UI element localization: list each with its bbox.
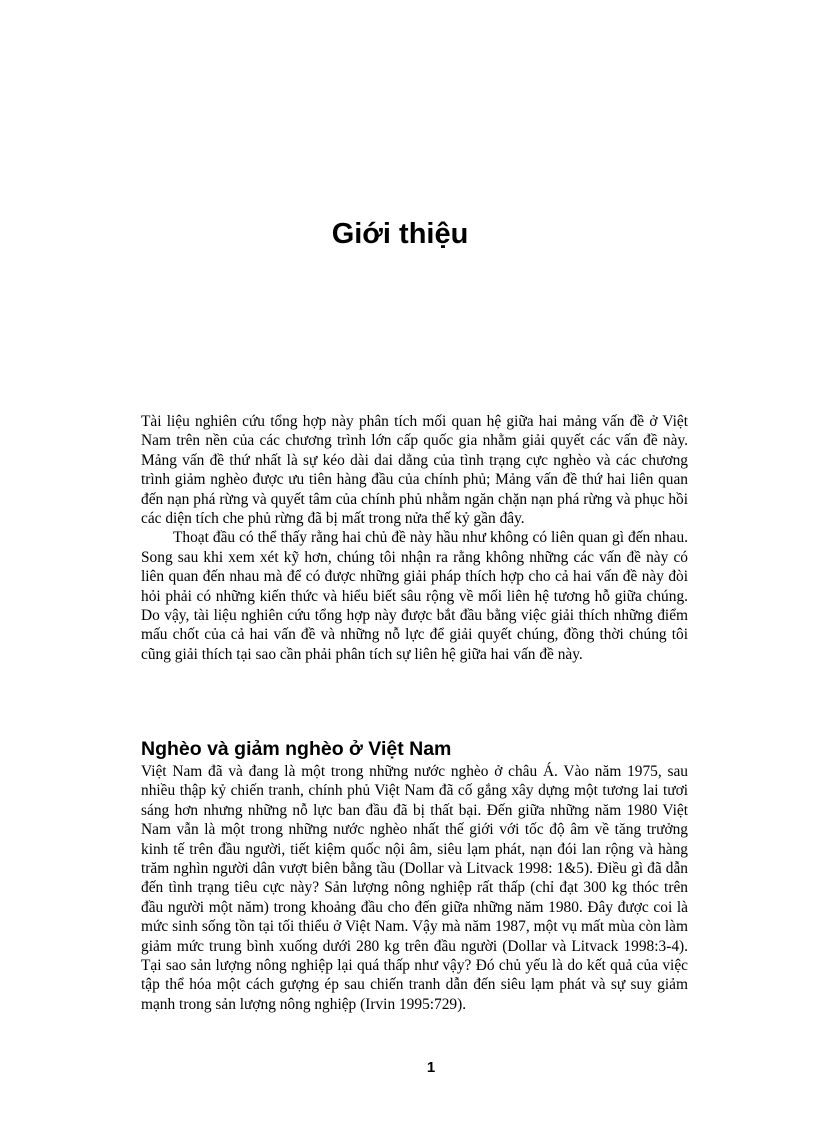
intro-paragraph: Thoạt đầu có thể thấy rằng hai chủ đề này hầu như không có liên quan gì đến nhau. Song sau khi xem xét kỹ hơn, chúng tôi nhận ra rằng không những các vấn đề này có liên quan đến nhau mà để có được những giải pháp thích hợp cho cả hai vấn đề này đòi hỏi phải có những kiến thức và hiểu biết sâu rộng về mối liên hệ tương hỗ giữa chúng. Do vậy, tài liệu nghiên cứu tổng hợp này được bắt đầu bằng việc giải thích những điểm mấu chốt của cả hai vấn đề và những nỗ lực để giải quyết chúng, đồng thời chúng tôi cũng giải thích tại sao cần phải phân tích sự liên hệ giữa hai vấn đề này. [141,529,688,663]
intro-paragraph: Tài liệu nghiên cứu tổng hợp này phân tích mối quan hệ giữa hai mảng vấn đề ở Việt Nam trên nền của các chương trình lớn cấp quốc gia nhằm giải quyết các vấn đề này. Mảng vấn đề thứ nhất là sự kéo dài dai dẳng của tình trạng cực nghèo và các chương trình giảm nghèo được ưu tiên hàng đầu của chính phủ; Mảng vấn đề thứ hai liên quan đến nạn phá rừng và quyết tâm của chính phủ nhằm ngăn chặn nạn phá rừng và phục hồi các diện tích che phủ rừng đã bị mất trong nửa thế kỷ gần đây. [141,413,688,528]
section-paragraph: Việt Nam đã và đang là một trong những nước nghèo ở châu Á. Vào năm 1975, sau nhiều thập kỷ chiến tranh, chính phủ Việt Nam đã cố gắng xây dựng một tương lai tươi sáng hơn nhưng những nỗ lực ban đầu đã bị thất bại. Đến giữa những năm 1980 Việt Nam vẫn là một trong những nước nghèo nhất thế giới với tốc độ âm về tăng trưởng kinh tế trên đầu người, tiết kiệm quốc nội âm, siêu lạm phát, nạn đói lan rộng và hàng trăm nghìn người dân vượt biên bằng tầu (Dollar và Litvack 1998: 1&5). Điều gì đã dẫn đến tình trạng tiêu cực này? Sản lượng nông nghiệp rất thấp (chỉ đạt 300 kg thóc trên đầu người một năm) trong khoảng đầu cho đến giữa những năm 1980. Đây được coi là mức sinh sống tồn tại tối thiểu ở Việt Nam. Vậy mà năm 1987, một vụ mất mùa còn làm giảm mức trung bình xuống dưới 280 kg trên đầu người (Dollar và Litvack 1998:3-4). Tại sao sản lượng nông nghiệp lại quá thấp như vậy? Đó chủ yếu là do kết quả của việc tập thể hóa một cách gượng ép sau chiến tranh dẫn đến siêu lạm phát và sự suy giảm mạnh trong sản lượng nông nghiệp (Irvin 1995:729). [141,763,688,1013]
section-heading: Nghèo và giảm nghèo ở Việt Nam [141,738,452,760]
intro-body [141,412,688,664]
poverty-section [141,736,688,1014]
page-title: Giới thiệu [331,218,469,250]
page-number: 1 [426,1059,436,1076]
